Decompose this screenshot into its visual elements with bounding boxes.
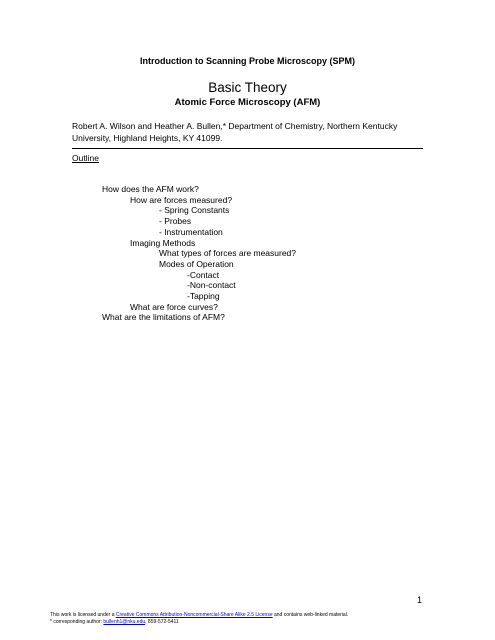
license-suffix: and contains web-linked material. [272, 612, 349, 618]
author-phone: , 859-572-5411 [145, 618, 179, 625]
page-number: 1 [417, 595, 423, 605]
author-email-link[interactable]: bullenh1@nku.edu [103, 618, 146, 625]
footer [50, 612, 348, 625]
document-subtitle: Atomic Force Microscopy (AFM) [174, 97, 321, 108]
outline-item: How does the AFM work? [102, 184, 199, 194]
outline-item: What are the limitations of AFM? [102, 312, 225, 323]
outline-item: What types of forces are measured? [159, 248, 297, 259]
document-title: Basic Theory [208, 80, 287, 95]
license-prefix: This work is licensed under a [50, 612, 116, 618]
author-line-2: University, Highland Heights, KY 41099. [72, 132, 223, 143]
outline-item: Imaging Methods [130, 237, 196, 248]
outline-item: -Non-contact [187, 280, 236, 291]
author-affiliation [72, 121, 432, 144]
outline-item: -Tapping [187, 291, 220, 302]
outline-item: What are force curves? [130, 301, 218, 312]
outline-heading: Outline [72, 153, 99, 163]
outline-item: - Probes [159, 216, 192, 227]
corresponding-author-line [50, 619, 348, 626]
license-link[interactable]: Creative Commons Attribution-Noncommercial-Share Alike 2.5 License [115, 612, 273, 618]
author-prefix: * corresponding author: [50, 618, 104, 625]
outline-item: - Spring Constants [159, 205, 230, 216]
outline-item: -Contact [187, 269, 220, 280]
document-header: Introduction to Scanning Probe Microscopy (SPM) [139, 56, 355, 66]
author-line-1: Robert A. Wilson and Heather A. Bullen,* Department of Chemistry, Northern Kentucky [72, 121, 398, 131]
outline-item: Modes of Operation [159, 258, 234, 269]
outline-item: - Instrumentation [159, 226, 223, 237]
separator-rule [72, 148, 423, 149]
outline-list [0, 184, 296, 323]
outline-item: How are forces measured? [130, 194, 233, 205]
